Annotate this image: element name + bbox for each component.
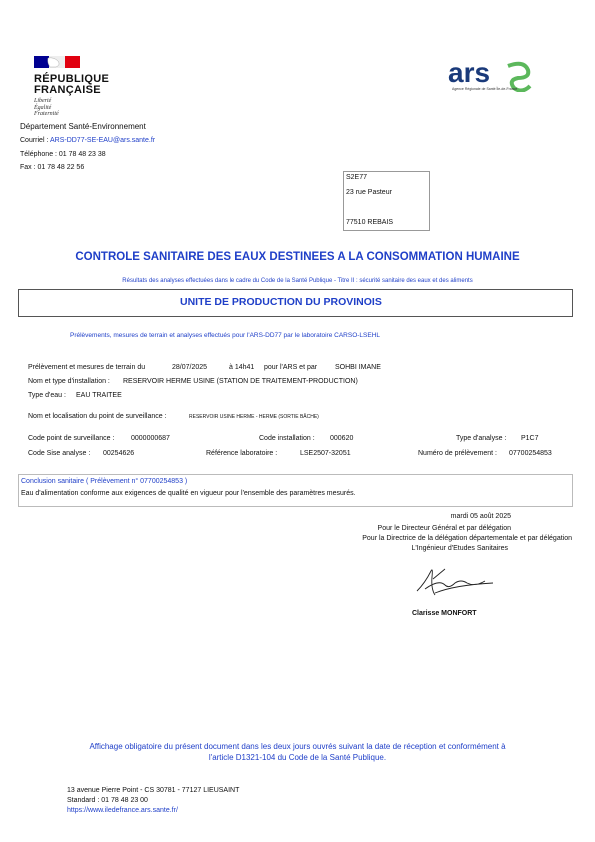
code-install-value: 000620 xyxy=(330,435,354,442)
ars-logo-letters: ars xyxy=(448,58,491,88)
prelevement-by-label: pour l'ARS et par xyxy=(264,364,318,371)
recipient-line1: S2E77 xyxy=(346,174,368,181)
point-label: Nom et localisation du point de surveillance : xyxy=(28,413,167,420)
signature-line2: Pour la Directrice de la délégation départementale et par délégation xyxy=(362,535,572,542)
motto-fraternite: Fraternité xyxy=(34,111,59,117)
recipient-line3: 77510 REBAIS xyxy=(346,219,394,226)
type-analyse-value: P1C7 xyxy=(521,435,539,442)
sampling-note: Prélèvements, mesures de terrain et analyses effectués pour l'ARS-DD77 par le laboratoire CARSO-LSEHL xyxy=(70,332,381,339)
code-install-label: Code installation : xyxy=(259,435,315,442)
republic-line1: RÉPUBLIQUE xyxy=(34,73,110,85)
signatory-name: Clarisse MONFORT xyxy=(412,610,477,617)
production-unit-title: UNITE DE PRODUCTION DU PROVINOIS xyxy=(180,296,382,308)
footer-website-link[interactable]: https://www.iledefrance.ars.sante.fr/ xyxy=(67,807,178,814)
footer-standard: Standard : 01 78 48 23 00 xyxy=(67,797,148,804)
signature-date: mardi 05 août 2025 xyxy=(450,513,511,520)
signature-line3: L'Ingénieur d'Etudes Sanitaires xyxy=(411,545,508,552)
courriel-line xyxy=(20,137,155,144)
motto-egalite: Égalité xyxy=(34,104,52,111)
display-notice-line2: l'article D1321-104 du Code de la Santé Publique. xyxy=(208,753,387,762)
handwritten-signature-icon xyxy=(415,565,495,605)
conclusion-text: Eau d'alimentation conforme aux exigences de qualité en vigueur pour l'ensemble des paramètres mesurés. xyxy=(21,490,356,497)
courriel-link[interactable]: ARS-DD77-SE-EAU@ars.sante.fr xyxy=(49,137,156,144)
ref-labo-value: LSE2507-32051 xyxy=(300,450,351,457)
prelevement-label: Prélèvement et mesures de terrain du xyxy=(28,364,146,371)
type-eau-label: Type d'eau : xyxy=(28,392,66,399)
republique-francaise-logo xyxy=(34,55,109,118)
marianne-flag-icon xyxy=(34,56,80,68)
installation-value: RESERVOIR HERME USINE (STATION DE TRAITEMENT-PRODUCTION) xyxy=(123,378,358,385)
num-prelev-value: 07700254853 xyxy=(509,450,552,457)
conclusion-title: Conclusion sanitaire ( Prélèvement n° 07700254853 ) xyxy=(21,478,188,485)
code-point-label: Code point de surveillance : xyxy=(28,435,115,442)
footer-address: 13 avenue Pierre Point - CS 30781 - 77127 LIEUSAINT xyxy=(67,787,240,794)
preleveur-name: SOHBI IMANE xyxy=(335,364,381,371)
prelevement-time: à 14h41 xyxy=(229,364,255,371)
ref-labo-label: Référence laboratoire : xyxy=(206,450,278,457)
document-title: CONTROLE SANITAIRE DES EAUX DESTINEES A LA CONSOMMATION HUMAINE xyxy=(75,251,520,263)
code-sise-value: 00254626 xyxy=(103,450,135,457)
telephone-line: Téléphone : 01 78 48 23 38 xyxy=(20,151,106,158)
signature-line1: Pour le Directeur Général et par délégation xyxy=(377,525,511,532)
recipient-line2: 23 rue Pasteur xyxy=(346,189,392,196)
prelevement-date: 28/07/2025 xyxy=(172,364,208,371)
point-value: RESERVOIR USINE HERME - HERME (SORTIE BÂCHE) xyxy=(189,414,319,420)
code-point-value: 0000000687 xyxy=(131,435,170,442)
code-sise-label: Code Sise analyse : xyxy=(28,450,91,457)
department-name: Département Santé-Environnement xyxy=(20,122,146,131)
num-prelev-label: Numéro de prélèvement : xyxy=(418,450,497,457)
display-notice-line1: Affichage obligatoire du présent document dans les deux jours ouvrés suivant la date de réception et conformément à xyxy=(89,742,506,751)
ars-region-label: Agence Régionale de Santé Île-de-France xyxy=(452,87,518,91)
fax-line: Fax : 01 78 48 22 56 xyxy=(20,164,85,171)
document-subtitle: Résultats des analyses effectuées dans le cadre du Code de la Santé Publique - Titre II : sécurité sanitaire des eaux et des aliments xyxy=(122,278,473,284)
installation-label: Nom et type d'installation : xyxy=(28,378,110,385)
motto-liberte: Liberté xyxy=(34,98,52,104)
type-analyse-label: Type d'analyse : xyxy=(456,435,507,442)
ars-logo xyxy=(448,58,533,97)
republic-line2: FRANÇAISE xyxy=(34,84,101,96)
type-eau-value: EAU TRAITEE xyxy=(76,392,122,399)
courriel-label: Courriel : xyxy=(20,137,50,144)
